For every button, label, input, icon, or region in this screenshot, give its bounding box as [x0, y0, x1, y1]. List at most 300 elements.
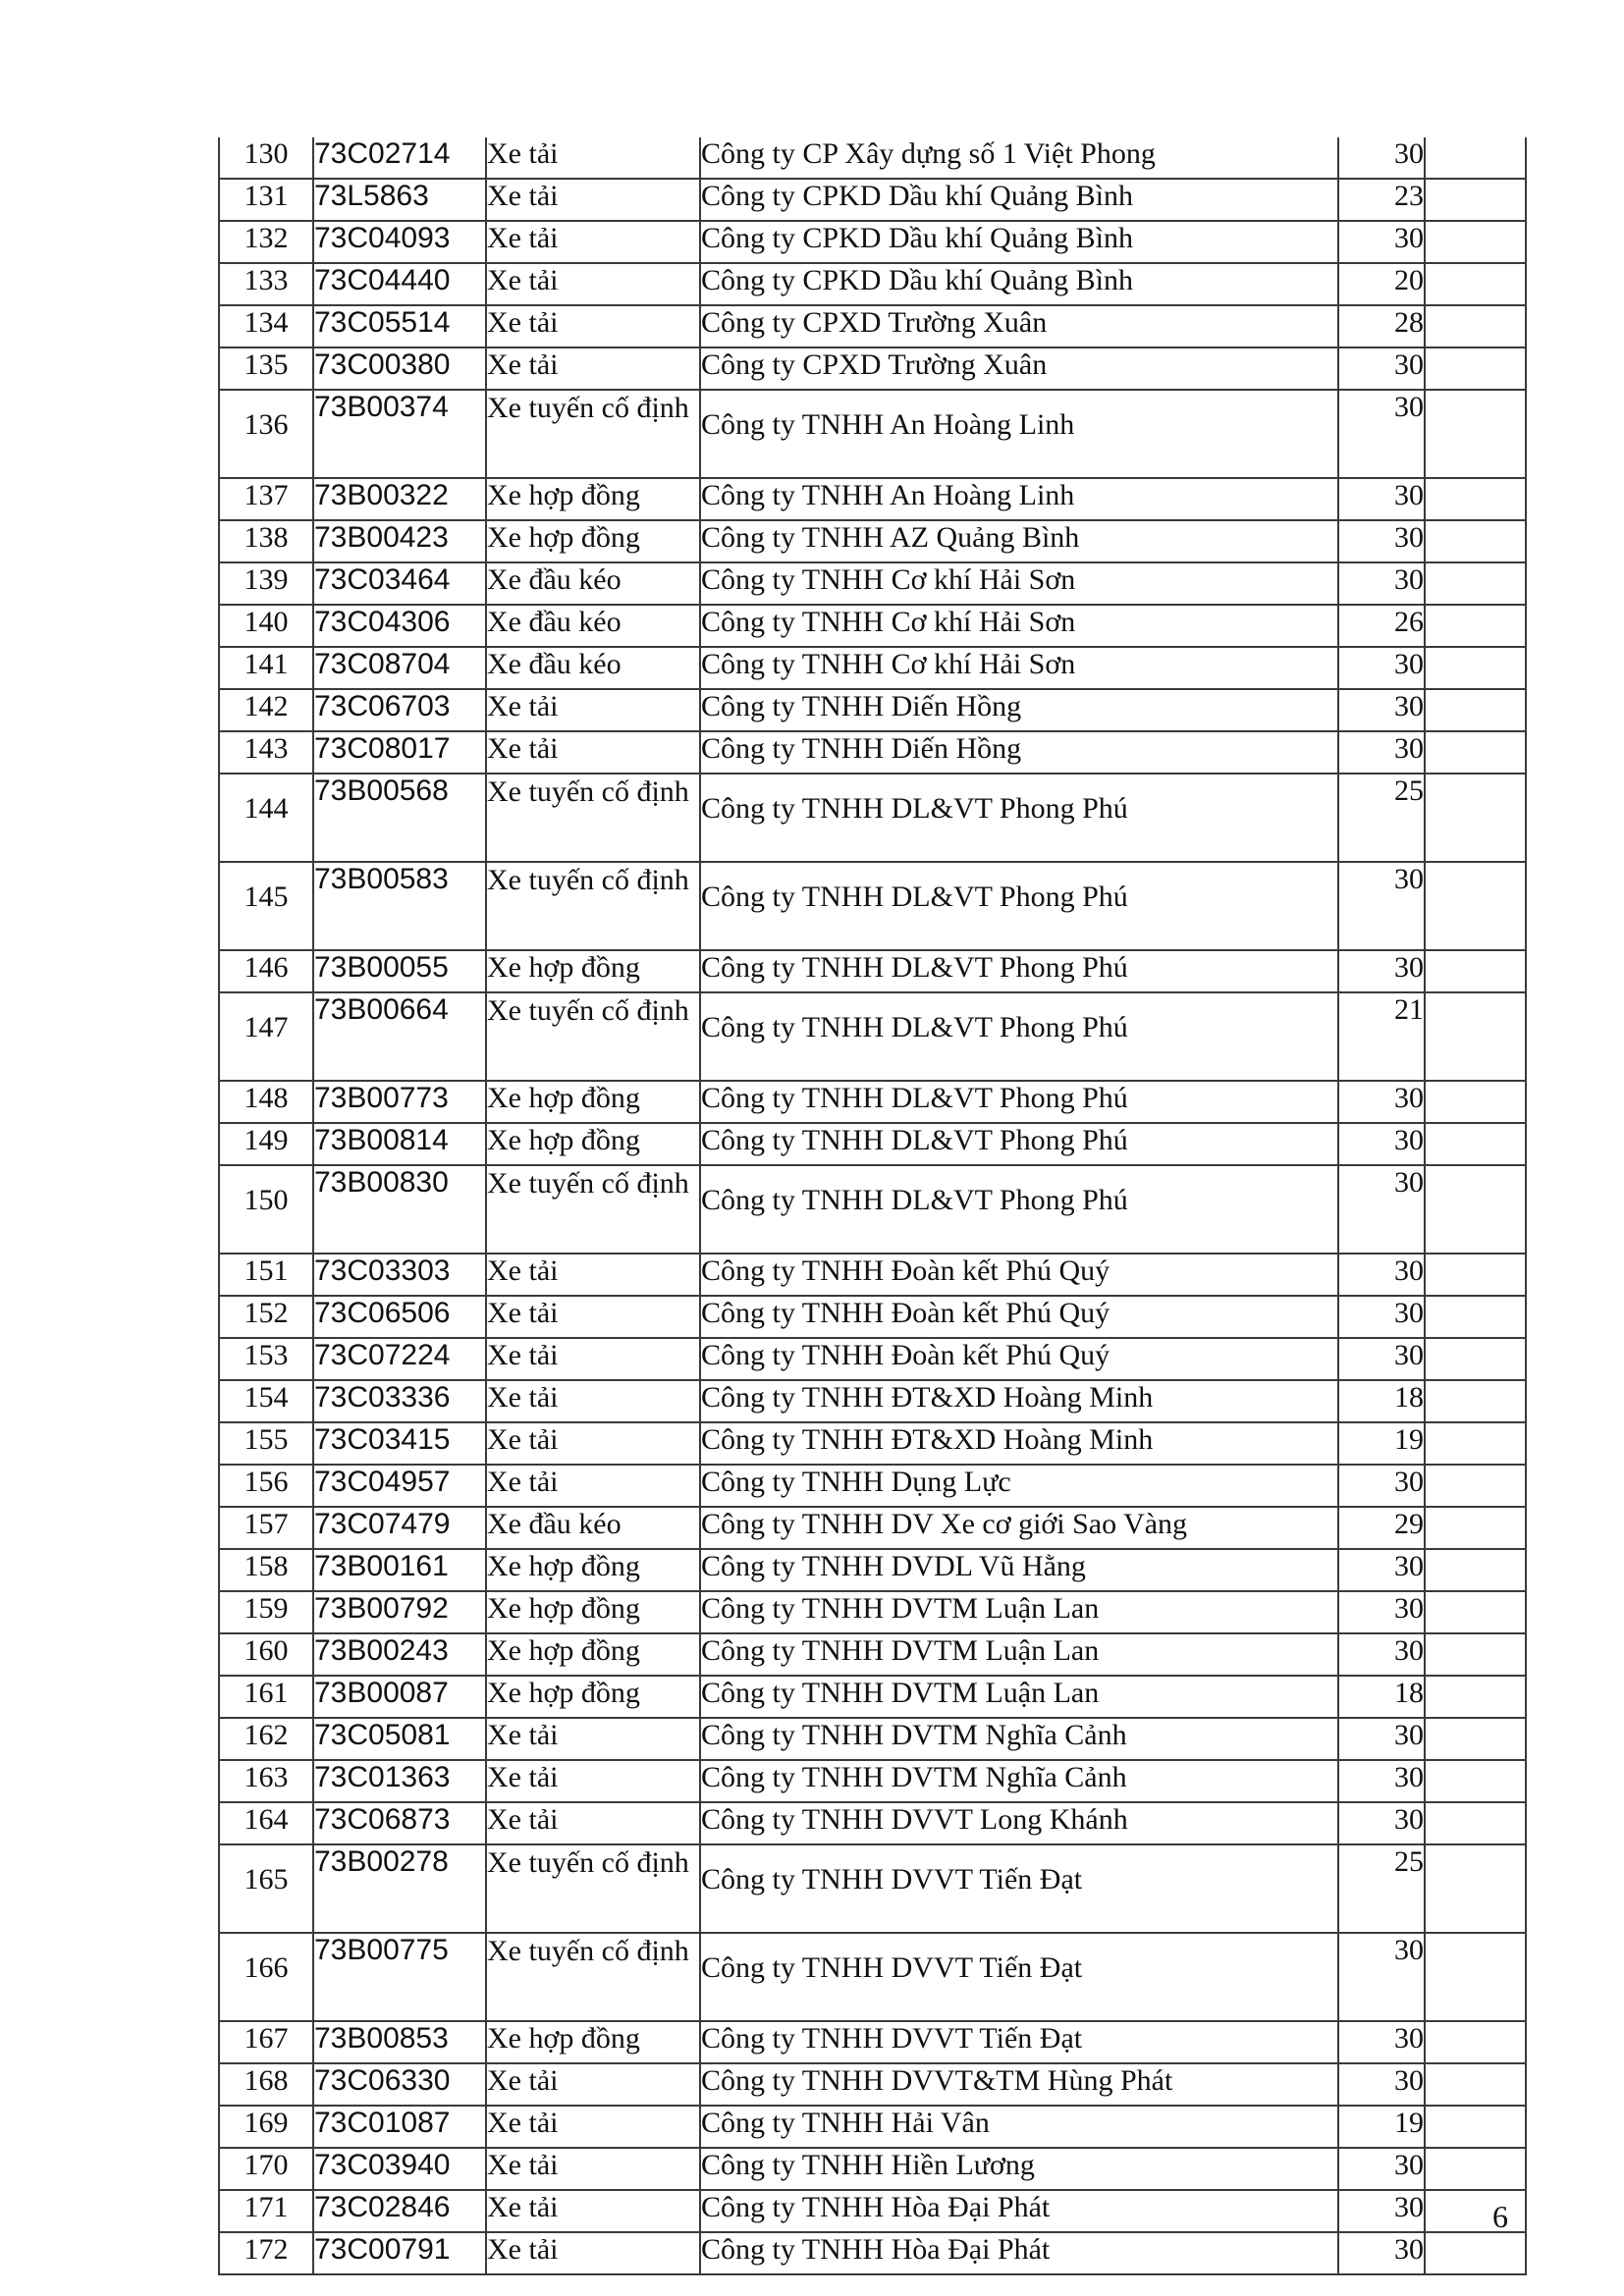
table-row — [219, 1081, 1526, 1123]
day-count: 30 — [1338, 647, 1425, 689]
vehicle-type: Xe tải — [486, 263, 700, 305]
note-cell — [1425, 1549, 1526, 1591]
row-number: 172 — [219, 2232, 313, 2274]
owner-name: Công ty TNHH Hòa Đại Phát — [700, 2232, 1338, 2274]
owner-name: Công ty TNHH An Hoàng Linh — [700, 478, 1338, 520]
note-cell — [1425, 562, 1526, 605]
license-plate: 73C03415 — [313, 1422, 486, 1465]
vehicle-type: Xe hợp đồng — [486, 1676, 700, 1718]
row-number: 155 — [219, 1422, 313, 1465]
note-cell — [1425, 1081, 1526, 1123]
vehicle-type: Xe tuyến cố định — [486, 390, 700, 478]
license-plate: 73C06873 — [313, 1802, 486, 1844]
vehicle-type: Xe đầu kéo — [486, 647, 700, 689]
row-number: 136 — [219, 390, 313, 478]
day-count: 30 — [1338, 1338, 1425, 1380]
vehicle-type: Xe tải — [486, 2190, 700, 2232]
table-row — [219, 992, 1526, 1081]
note-cell — [1425, 950, 1526, 992]
license-plate: 73B00087 — [313, 1676, 486, 1718]
owner-name: Công ty TNHH Hòa Đại Phát — [700, 2190, 1338, 2232]
row-number: 166 — [219, 1933, 313, 2021]
day-count: 30 — [1338, 137, 1425, 179]
row-number: 150 — [219, 1165, 313, 1254]
license-plate: 73B00814 — [313, 1123, 486, 1165]
vehicle-type: Xe đầu kéo — [486, 562, 700, 605]
owner-name: Công ty TNHH Hiền Lương — [700, 2148, 1338, 2190]
vehicle-type: Xe tải — [486, 179, 700, 221]
day-count: 30 — [1338, 520, 1425, 562]
note-cell — [1425, 1760, 1526, 1802]
day-count: 30 — [1338, 347, 1425, 390]
table-row — [219, 221, 1526, 263]
license-plate: 73C07479 — [313, 1507, 486, 1549]
license-plate: 73C04093 — [313, 221, 486, 263]
note-cell — [1425, 137, 1526, 179]
row-number: 148 — [219, 1081, 313, 1123]
day-count: 30 — [1338, 1802, 1425, 1844]
note-cell — [1425, 2106, 1526, 2148]
vehicle-type: Xe hợp đồng — [486, 478, 700, 520]
note-cell — [1425, 1933, 1526, 2021]
license-plate: 73C04306 — [313, 605, 486, 647]
owner-name: Công ty TNHH Đoàn kết Phú Quý — [700, 1296, 1338, 1338]
note-cell — [1425, 2063, 1526, 2106]
table-row — [219, 1676, 1526, 1718]
row-number: 137 — [219, 478, 313, 520]
row-number: 141 — [219, 647, 313, 689]
owner-name: Công ty TNHH ĐT&XD Hoàng Minh — [700, 1380, 1338, 1422]
note-cell — [1425, 2190, 1526, 2232]
row-number: 143 — [219, 731, 313, 774]
day-count: 20 — [1338, 263, 1425, 305]
owner-name: Công ty CPKD Dầu khí Quảng Bình — [700, 221, 1338, 263]
owner-name: Công ty CPXD Trường Xuân — [700, 305, 1338, 347]
owner-name: Công ty TNHH DVVT Long Khánh — [700, 1802, 1338, 1844]
day-count: 30 — [1338, 1254, 1425, 1296]
table-row — [219, 2021, 1526, 2063]
note-cell — [1425, 1123, 1526, 1165]
license-plate: 73C01087 — [313, 2106, 486, 2148]
day-count: 30 — [1338, 562, 1425, 605]
table-row — [219, 1296, 1526, 1338]
license-plate: 73C04440 — [313, 263, 486, 305]
row-number: 139 — [219, 562, 313, 605]
row-number: 147 — [219, 992, 313, 1081]
table-row — [219, 950, 1526, 992]
day-count: 30 — [1338, 1123, 1425, 1165]
vehicle-type: Xe đầu kéo — [486, 1507, 700, 1549]
vehicle-type: Xe tải — [486, 1718, 700, 1760]
license-plate: 73C07224 — [313, 1338, 486, 1380]
owner-name: Công ty TNHH Cơ khí Hải Sơn — [700, 605, 1338, 647]
vehicle-type: Xe tải — [486, 1422, 700, 1465]
vehicle-type: Xe hợp đồng — [486, 1549, 700, 1591]
owner-name: Công ty TNHH DL&VT Phong Phú — [700, 1123, 1338, 1165]
license-plate: 73C08704 — [313, 647, 486, 689]
table-row — [219, 1844, 1526, 1933]
vehicle-type: Xe tuyến cố định — [486, 1844, 700, 1933]
owner-name: Công ty TNHH DVTM Luận Lan — [700, 1676, 1338, 1718]
license-plate: 73C00380 — [313, 347, 486, 390]
day-count: 30 — [1338, 862, 1425, 950]
license-plate: 73C06330 — [313, 2063, 486, 2106]
note-cell — [1425, 992, 1526, 1081]
table-row — [219, 1507, 1526, 1549]
day-count: 18 — [1338, 1676, 1425, 1718]
day-count: 29 — [1338, 1507, 1425, 1549]
day-count: 19 — [1338, 1422, 1425, 1465]
license-plate: 73C04957 — [313, 1465, 486, 1507]
day-count: 30 — [1338, 1549, 1425, 1591]
row-number: 167 — [219, 2021, 313, 2063]
license-plate: 73C03336 — [313, 1380, 486, 1422]
vehicle-type: Xe tuyến cố định — [486, 862, 700, 950]
table-row — [219, 1591, 1526, 1633]
note-cell — [1425, 1338, 1526, 1380]
row-number: 130 — [219, 137, 313, 179]
vehicle-type: Xe tuyến cố định — [486, 992, 700, 1081]
owner-name: Công ty TNHH Dụng Lực — [700, 1465, 1338, 1507]
vehicle-type: Xe tải — [486, 2106, 700, 2148]
owner-name: Công ty TNHH Đoàn kết Phú Quý — [700, 1254, 1338, 1296]
owner-name: Công ty TNHH DL&VT Phong Phú — [700, 774, 1338, 862]
row-number: 168 — [219, 2063, 313, 2106]
note-cell — [1425, 2021, 1526, 2063]
table-row — [219, 1123, 1526, 1165]
owner-name: Công ty TNHH Diến Hồng — [700, 689, 1338, 731]
note-cell — [1425, 647, 1526, 689]
day-count: 30 — [1338, 2190, 1425, 2232]
license-plate: 73C03464 — [313, 562, 486, 605]
note-cell — [1425, 1591, 1526, 1633]
owner-name: Công ty CPXD Trường Xuân — [700, 347, 1338, 390]
note-cell — [1425, 862, 1526, 950]
vehicle-table — [218, 137, 1527, 2275]
row-number: 157 — [219, 1507, 313, 1549]
note-cell — [1425, 2148, 1526, 2190]
note-cell — [1425, 1802, 1526, 1844]
note-cell — [1425, 605, 1526, 647]
day-count: 30 — [1338, 221, 1425, 263]
day-count: 30 — [1338, 1296, 1425, 1338]
day-count: 30 — [1338, 478, 1425, 520]
note-cell — [1425, 1507, 1526, 1549]
owner-name: Công ty TNHH DV Xe cơ giới Sao Vàng — [700, 1507, 1338, 1549]
day-count: 30 — [1338, 1633, 1425, 1676]
table-row — [219, 1760, 1526, 1802]
day-count: 30 — [1338, 1465, 1425, 1507]
table-row — [219, 1465, 1526, 1507]
day-count: 30 — [1338, 2063, 1425, 2106]
row-number: 138 — [219, 520, 313, 562]
table-row — [219, 647, 1526, 689]
day-count: 30 — [1338, 2021, 1425, 2063]
table-row — [219, 347, 1526, 390]
license-plate: 73C03940 — [313, 2148, 486, 2190]
table-row — [219, 1802, 1526, 1844]
owner-name: Công ty TNHH Cơ khí Hải Sơn — [700, 647, 1338, 689]
note-cell — [1425, 1254, 1526, 1296]
note-cell — [1425, 347, 1526, 390]
vehicle-type: Xe tải — [486, 347, 700, 390]
day-count: 30 — [1338, 1081, 1425, 1123]
day-count: 25 — [1338, 774, 1425, 862]
license-plate: 73B00664 — [313, 992, 486, 1081]
owner-name: Công ty TNHH DVVT&TM Hùng Phát — [700, 2063, 1338, 2106]
row-number: 170 — [219, 2148, 313, 2190]
row-number: 134 — [219, 305, 313, 347]
owner-name: Công ty CP Xây dựng số 1 Việt Phong — [700, 137, 1338, 179]
table-row — [219, 1380, 1526, 1422]
vehicle-type: Xe tải — [486, 1296, 700, 1338]
license-plate: 73B00278 — [313, 1844, 486, 1933]
table-row — [219, 1338, 1526, 1380]
table-row — [219, 1422, 1526, 1465]
vehicle-type: Xe hợp đồng — [486, 950, 700, 992]
table-row — [219, 689, 1526, 731]
row-number: 133 — [219, 263, 313, 305]
vehicle-type: Xe tải — [486, 221, 700, 263]
day-count: 30 — [1338, 950, 1425, 992]
license-plate: 73C02846 — [313, 2190, 486, 2232]
license-plate: 73B00243 — [313, 1633, 486, 1676]
vehicle-table-body — [219, 137, 1526, 2274]
row-number: 142 — [219, 689, 313, 731]
vehicle-type: Xe hợp đồng — [486, 1123, 700, 1165]
table-row — [219, 263, 1526, 305]
owner-name: Công ty TNHH DVTM Nghĩa Cảnh — [700, 1760, 1338, 1802]
license-plate: 73B00773 — [313, 1081, 486, 1123]
vehicle-type: Xe tải — [486, 689, 700, 731]
row-number: 152 — [219, 1296, 313, 1338]
row-number: 156 — [219, 1465, 313, 1507]
owner-name: Công ty CPKD Dầu khí Quảng Bình — [700, 263, 1338, 305]
owner-name: Công ty TNHH AZ Quảng Bình — [700, 520, 1338, 562]
vehicle-type: Xe tuyến cố định — [486, 1933, 700, 2021]
day-count: 19 — [1338, 2106, 1425, 2148]
license-plate: 73B00374 — [313, 390, 486, 478]
row-number: 140 — [219, 605, 313, 647]
table-row — [219, 2232, 1526, 2274]
vehicle-type: Xe đầu kéo — [486, 605, 700, 647]
day-count: 26 — [1338, 605, 1425, 647]
vehicle-type: Xe tải — [486, 731, 700, 774]
day-count: 18 — [1338, 1380, 1425, 1422]
day-count: 30 — [1338, 2148, 1425, 2190]
row-number: 153 — [219, 1338, 313, 1380]
table-row — [219, 305, 1526, 347]
license-plate: 73C05514 — [313, 305, 486, 347]
row-number: 135 — [219, 347, 313, 390]
vehicle-type: Xe tải — [486, 2232, 700, 2274]
note-cell — [1425, 1676, 1526, 1718]
table-row — [219, 1718, 1526, 1760]
table-row — [219, 520, 1526, 562]
note-cell — [1425, 263, 1526, 305]
row-number: 149 — [219, 1123, 313, 1165]
row-number: 131 — [219, 179, 313, 221]
vehicle-type: Xe tuyến cố định — [486, 1165, 700, 1254]
owner-name: Công ty TNHH DL&VT Phong Phú — [700, 1165, 1338, 1254]
owner-name: Công ty TNHH DVVT Tiến Đạt — [700, 1844, 1338, 1933]
note-cell — [1425, 1465, 1526, 1507]
day-count: 25 — [1338, 1844, 1425, 1933]
day-count: 30 — [1338, 1591, 1425, 1633]
note-cell — [1425, 221, 1526, 263]
license-plate: 73B00423 — [313, 520, 486, 562]
note-cell — [1425, 774, 1526, 862]
note-cell — [1425, 1718, 1526, 1760]
vehicle-type: Xe hợp đồng — [486, 1633, 700, 1676]
day-count: 30 — [1338, 1933, 1425, 2021]
owner-name: Công ty TNHH DL&VT Phong Phú — [700, 862, 1338, 950]
vehicle-type: Xe tải — [486, 2063, 700, 2106]
note-cell — [1425, 689, 1526, 731]
license-plate: 73C08017 — [313, 731, 486, 774]
note-cell — [1425, 1380, 1526, 1422]
license-plate: 73C00791 — [313, 2232, 486, 2274]
vehicle-type: Xe tải — [486, 1380, 700, 1422]
table-row — [219, 2063, 1526, 2106]
vehicle-type: Xe tải — [486, 1338, 700, 1380]
table-row — [219, 2148, 1526, 2190]
license-plate: 73C03303 — [313, 1254, 486, 1296]
license-plate: 73C02714 — [313, 137, 486, 179]
owner-name: Công ty TNHH DL&VT Phong Phú — [700, 950, 1338, 992]
row-number: 160 — [219, 1633, 313, 1676]
license-plate: 73C06703 — [313, 689, 486, 731]
row-number: 158 — [219, 1549, 313, 1591]
row-number: 171 — [219, 2190, 313, 2232]
row-number: 145 — [219, 862, 313, 950]
owner-name: Công ty TNHH DL&VT Phong Phú — [700, 992, 1338, 1081]
owner-name: Công ty TNHH DVDL Vũ Hằng — [700, 1549, 1338, 1591]
license-plate: 73C05081 — [313, 1718, 486, 1760]
license-plate: 73B00055 — [313, 950, 486, 992]
table-row — [219, 2106, 1526, 2148]
owner-name: Công ty TNHH An Hoàng Linh — [700, 390, 1338, 478]
note-cell — [1425, 390, 1526, 478]
vehicle-type: Xe tải — [486, 1802, 700, 1844]
vehicle-type: Xe tải — [486, 1760, 700, 1802]
license-plate: 73B00853 — [313, 2021, 486, 2063]
vehicle-type: Xe hợp đồng — [486, 2021, 700, 2063]
table-row — [219, 1633, 1526, 1676]
license-plate: 73B00583 — [313, 862, 486, 950]
row-number: 162 — [219, 1718, 313, 1760]
table-row — [219, 179, 1526, 221]
owner-name: Công ty TNHH ĐT&XD Hoàng Minh — [700, 1422, 1338, 1465]
day-count: 30 — [1338, 1165, 1425, 1254]
license-plate: 73B00830 — [313, 1165, 486, 1254]
license-plate: 73C01363 — [313, 1760, 486, 1802]
owner-name: Công ty TNHH DVVT Tiến Đạt — [700, 1933, 1338, 2021]
row-number: 151 — [219, 1254, 313, 1296]
table-row — [219, 605, 1526, 647]
vehicle-type: Xe tải — [486, 2148, 700, 2190]
note-cell — [1425, 478, 1526, 520]
owner-name: Công ty TNHH Cơ khí Hải Sơn — [700, 562, 1338, 605]
license-plate: 73B00775 — [313, 1933, 486, 2021]
owner-name: Công ty CPKD Dầu khí Quảng Bình — [700, 179, 1338, 221]
table-row — [219, 731, 1526, 774]
note-cell — [1425, 1165, 1526, 1254]
note-cell — [1425, 1296, 1526, 1338]
table-row — [219, 862, 1526, 950]
license-plate: 73B00792 — [313, 1591, 486, 1633]
day-count: 30 — [1338, 1760, 1425, 1802]
table-row — [219, 1254, 1526, 1296]
page-number: 6 — [1492, 2199, 1508, 2234]
vehicle-type: Xe hợp đồng — [486, 520, 700, 562]
day-count: 30 — [1338, 390, 1425, 478]
row-number: 146 — [219, 950, 313, 992]
vehicle-type: Xe tải — [486, 305, 700, 347]
row-number: 163 — [219, 1760, 313, 1802]
vehicle-type: Xe tuyến cố định — [486, 774, 700, 862]
owner-name: Công ty TNHH DVTM Luận Lan — [700, 1591, 1338, 1633]
table-row — [219, 1549, 1526, 1591]
table-row — [219, 2190, 1526, 2232]
row-number: 164 — [219, 1802, 313, 1844]
row-number: 132 — [219, 221, 313, 263]
vehicle-type: Xe hợp đồng — [486, 1081, 700, 1123]
day-count: 30 — [1338, 1718, 1425, 1760]
table-row — [219, 1165, 1526, 1254]
license-plate: 73C06506 — [313, 1296, 486, 1338]
note-cell — [1425, 1422, 1526, 1465]
vehicle-type: Xe hợp đồng — [486, 1591, 700, 1633]
vehicle-type: Xe tải — [486, 137, 700, 179]
row-number: 165 — [219, 1844, 313, 1933]
owner-name: Công ty TNHH Đoàn kết Phú Quý — [700, 1338, 1338, 1380]
note-cell — [1425, 731, 1526, 774]
license-plate: 73B00322 — [313, 478, 486, 520]
note-cell — [1425, 2232, 1526, 2274]
note-cell — [1425, 1844, 1526, 1933]
table-row — [219, 137, 1526, 179]
day-count: 23 — [1338, 179, 1425, 221]
table-row — [219, 390, 1526, 478]
row-number: 161 — [219, 1676, 313, 1718]
table-row — [219, 478, 1526, 520]
row-number: 159 — [219, 1591, 313, 1633]
note-cell — [1425, 305, 1526, 347]
row-number: 144 — [219, 774, 313, 862]
day-count: 30 — [1338, 731, 1425, 774]
row-number: 169 — [219, 2106, 313, 2148]
day-count: 21 — [1338, 992, 1425, 1081]
table-row — [219, 774, 1526, 862]
table-row — [219, 1933, 1526, 2021]
row-number: 154 — [219, 1380, 313, 1422]
owner-name: Công ty TNHH DL&VT Phong Phú — [700, 1081, 1338, 1123]
vehicle-type: Xe tải — [486, 1465, 700, 1507]
note-cell — [1425, 1633, 1526, 1676]
license-plate: 73B00161 — [313, 1549, 486, 1591]
license-plate: 73B00568 — [313, 774, 486, 862]
owner-name: Công ty TNHH Hải Vân — [700, 2106, 1338, 2148]
note-cell — [1425, 179, 1526, 221]
license-plate: 73L5863 — [313, 179, 486, 221]
owner-name: Công ty TNHH DVTM Nghĩa Cảnh — [700, 1718, 1338, 1760]
note-cell — [1425, 520, 1526, 562]
vehicle-type: Xe tải — [486, 1254, 700, 1296]
day-count: 28 — [1338, 305, 1425, 347]
day-count: 30 — [1338, 689, 1425, 731]
owner-name: Công ty TNHH Diến Hồng — [700, 731, 1338, 774]
